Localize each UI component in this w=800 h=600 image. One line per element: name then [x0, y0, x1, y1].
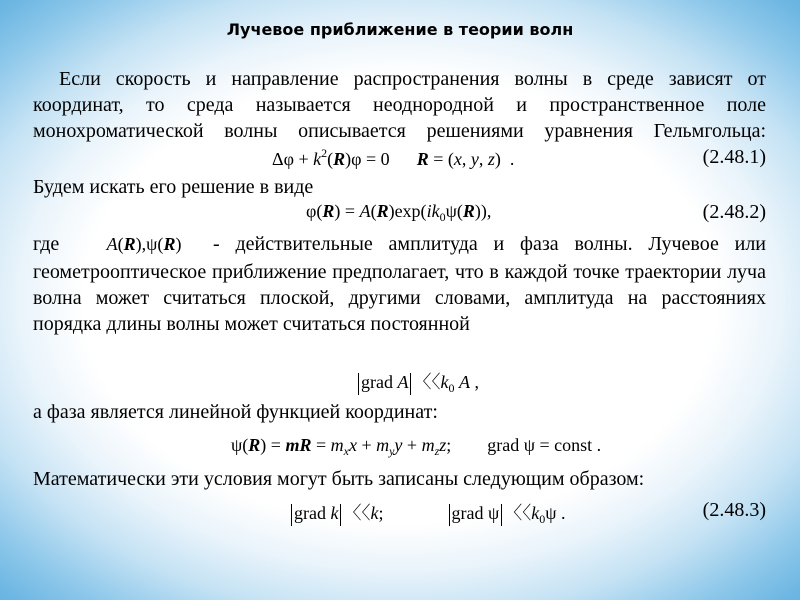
- where-word: где: [33, 233, 60, 255]
- paragraph-conditions: Математически эти условия могут быть записаны следующим образом:: [33, 468, 645, 490]
- paragraph-solution: Будем искать его решение в виде: [33, 176, 314, 198]
- amplitude-phase-symbols: A(R),ψ(R): [106, 234, 182, 254]
- paragraph-phase: а фаза является линейной функцией координат:: [33, 401, 438, 423]
- equation-conditions: grad k 〈〈k; grad ψ 〈〈$k_0\psi$ .: [289, 499, 566, 527]
- equation-linear-phase: ψ(R) = mR = $m_xx + m_yy + m_zz$; grad ψ = const .: [231, 435, 602, 458]
- paragraph-where: [33, 231, 766, 257]
- equation-helmholtz: $\Delta\varphi + k^2(R)\varphi = 0$ R = (x, y, z) .: [272, 146, 515, 169]
- paragraph-intro: Если скорость и направление распространения волны в среде зависят от координат, то среда называется неоднородной и пространственное поле монохроматической волны описывается решениями уравнения Гельмгольца:: [33, 68, 766, 142]
- equation-ansatz: $\varphi(R) = A(R)\exp(ik_0\psi(R))$,: [306, 201, 492, 224]
- equation-number-1: (2.48.1): [702, 146, 766, 168]
- slide-title: Лучевое приближение в теории волн: [226, 20, 574, 39]
- paragraph-approximation: геометрооптическое приближение предполагает, что в каждой точке траектории луча волна может считаться плоской, другими словами, амплитуда на расстояниях порядка длины волны может считаться постоянной: [33, 261, 766, 335]
- equation-number-3: (2.48.3): [702, 499, 766, 521]
- where-rest: - действительные амплитуда и фаза волны. Лучевое или: [213, 233, 767, 255]
- equation-grad-amplitude: grad A 〈〈$k_0$ A ,: [356, 368, 479, 396]
- equation-number-2: (2.48.2): [702, 201, 766, 223]
